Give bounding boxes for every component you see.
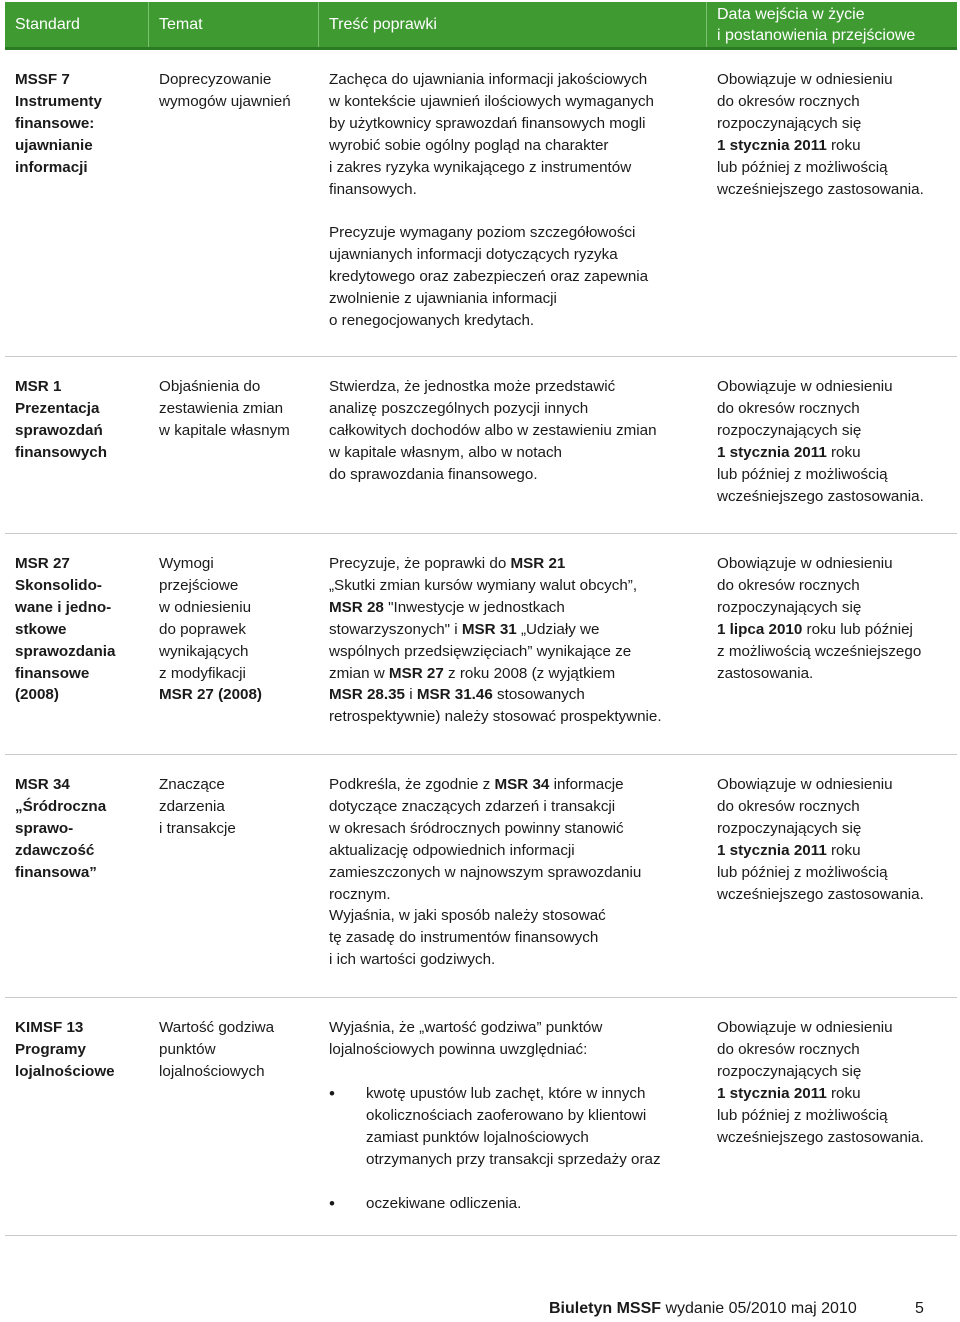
- standard-line: MSR 1: [15, 378, 62, 395]
- footer-edition: wydanie 05/2010 maj 2010: [661, 1300, 857, 1317]
- content-line: zwolnienie z ujawniania informacji: [329, 290, 557, 308]
- content-line: o renegocjowanych kredytach.: [329, 312, 535, 330]
- effective-cell: [707, 998, 957, 1235]
- standard-line: Instrumenty: [15, 92, 102, 110]
- topic-line: z modyfikacji: [159, 664, 246, 682]
- topic-cell: [149, 50, 319, 356]
- topic-line: Wartość godziwa: [159, 1019, 275, 1036]
- content-line: i zakres ryzyka wynikającego z instrumentów: [329, 158, 632, 176]
- content-line: rocznym.: [329, 885, 391, 903]
- effective-date-line: [717, 442, 957, 464]
- standard-line: finansowa”: [15, 863, 97, 881]
- standard-line: Skonsolido-: [15, 576, 102, 594]
- standard-cell: [5, 50, 149, 356]
- content-line: wspólnych przedsięwzięciach” wynikające ze: [329, 642, 632, 660]
- content-line: wyrobić sobie ogólny pogląd na charakter: [329, 136, 609, 154]
- content-line: [329, 553, 707, 575]
- effective-line: lub później z możliwością: [717, 465, 888, 483]
- topic-line: Objaśnienia do: [159, 378, 261, 395]
- standard-line: stkowe: [15, 620, 67, 638]
- content-line: i ich wartości godziwych.: [329, 951, 496, 969]
- standard-line: finansowe:: [15, 114, 95, 132]
- topic-line: w odniesieniu: [159, 598, 252, 616]
- footer-publication: Biuletyn MSSF: [549, 1300, 662, 1317]
- bullet-item: [329, 1083, 707, 1171]
- page-number: 5: [915, 1300, 924, 1317]
- standard-line: Programy: [15, 1040, 86, 1058]
- topic-line: Wymogi: [159, 555, 214, 572]
- effective-line: do okresów rocznych: [717, 399, 860, 417]
- effective-line: Obowiązuje w odniesieniu: [717, 71, 893, 88]
- content-cell: [319, 357, 707, 533]
- bullet-item: [329, 1193, 707, 1215]
- effective-line: rozpoczynających się: [717, 598, 862, 616]
- topic-line: Doprecyzowanie: [159, 71, 272, 88]
- content-line: całkowitych dochodów albo w zestawieniu zmian: [329, 421, 657, 439]
- document-page: [5, 2, 957, 1236]
- effective-date-line: [717, 840, 957, 862]
- effective-line: Obowiązuje w odniesieniu: [717, 1019, 893, 1036]
- bullet-line: otrzymanych przy transakcji sprzedaży oraz: [366, 1150, 661, 1168]
- content-line: finansowych.: [329, 180, 417, 198]
- content-line: [329, 619, 707, 641]
- standard-cell: [5, 755, 149, 997]
- standard-reference: MSR 31: [461, 620, 517, 638]
- effective-line: lub później z możliwością: [717, 863, 888, 881]
- bullet-line: • kwotę upustów lub zachęt, które w innych: [366, 1084, 646, 1102]
- effective-line: do okresów rocznych: [717, 1040, 860, 1058]
- topic-line: zestawienia zmian: [159, 399, 284, 417]
- standard-reference: MSR 27: [388, 664, 444, 682]
- content-line: w kapitale własnym, albo w notach: [329, 443, 562, 461]
- content-line: retrospektywnie) należy stosować prospektywnie.: [329, 708, 662, 726]
- standard-line: Prezentacja: [15, 399, 100, 417]
- content-line: analizę poszczególnych pozycji innych: [329, 399, 589, 417]
- content-line: do sprawozdania finansowego.: [329, 465, 538, 483]
- content-text: z roku 2008 (z wyjątkiem: [443, 664, 616, 682]
- effective-line: wcześniejszego zastosowania.: [717, 180, 924, 198]
- effective-line: zastosowania.: [717, 664, 814, 682]
- header-topic: Temat: [149, 2, 319, 47]
- content-line: w kontekście ujawnień ilościowych wymaganych: [329, 92, 654, 110]
- effective-cell: [707, 50, 957, 356]
- effective-date: 1 stycznia 2011: [717, 136, 827, 154]
- bullet-line: okolicznościach zaoferowano by klientowi: [366, 1106, 647, 1124]
- standard-cell: [5, 998, 149, 1235]
- effective-line: Obowiązuje w odniesieniu: [717, 378, 893, 395]
- standard-line: „Śródroczna: [15, 797, 107, 815]
- effective-line: lub później z możliwością: [717, 158, 888, 176]
- bullet-list: [329, 1083, 707, 1216]
- bullet-line: • oczekiwane odliczenia.: [366, 1195, 522, 1213]
- effective-line: wcześniejszego zastosowania.: [717, 1128, 924, 1146]
- content-line: ujawnianych informacji dotyczących ryzyka: [329, 246, 618, 264]
- content-line: [329, 684, 707, 706]
- page-footer: [549, 1300, 924, 1318]
- content-line: tę zasadę do instrumentów finansowych: [329, 929, 599, 947]
- topic-cell: [149, 998, 319, 1235]
- content-text: i: [404, 686, 417, 704]
- content-line: w okresach śródrocznych powinny stanowić: [329, 819, 624, 837]
- content-text: "Inwestycje w jednostkach: [383, 598, 565, 616]
- effective-line: lub później z możliwością: [717, 1106, 888, 1124]
- topic-line: do poprawek: [159, 620, 246, 638]
- topic-line: wymogów ujawnień: [159, 92, 291, 110]
- standard-line: lojalnościowe: [15, 1062, 115, 1080]
- header-effective-line1: Data wejścia w życie: [717, 6, 865, 23]
- header-standard: Standard: [5, 2, 149, 47]
- effective-date-line: [717, 1083, 957, 1105]
- content-cell: [319, 50, 707, 356]
- topic-line: wynikających: [159, 642, 249, 660]
- table-row: [5, 755, 957, 998]
- topic-line: punktów: [159, 1040, 216, 1058]
- topic-line: MSR 27 (2008): [159, 686, 262, 704]
- standard-reference: MSR 31.46: [416, 686, 493, 704]
- content-cell: [319, 998, 707, 1235]
- standard-line: sprawo-: [15, 819, 74, 837]
- standard-line: finansowe: [15, 664, 90, 682]
- standard-line: ujawnianie: [15, 136, 93, 154]
- standard-line: MSR 34: [15, 776, 70, 793]
- topic-line: zdarzenia: [159, 797, 225, 815]
- effective-date: 1 lipca 2010: [717, 620, 803, 638]
- standard-line: wane i jedno-: [15, 598, 112, 616]
- topic-line: Znaczące: [159, 776, 225, 793]
- bullet-line: zamiast punktów lojalnościowych: [366, 1128, 589, 1146]
- effective-date-suffix: roku: [826, 841, 861, 859]
- content-line: Precyzuje wymagany poziom szczegółowości: [329, 224, 636, 242]
- content-text: Podkreśla, że zgodnie z: [329, 776, 495, 793]
- effective-date-suffix: roku: [826, 1084, 861, 1102]
- standard-line: MSSF 7: [15, 71, 70, 88]
- content-line: by użytkownicy sprawozdań finansowych mogli: [329, 114, 646, 132]
- topic-cell: [149, 755, 319, 997]
- content-paragraph: [329, 222, 707, 332]
- topic-cell: [149, 534, 319, 754]
- effective-date-line: [717, 135, 957, 157]
- effective-line: wcześniejszego zastosowania.: [717, 487, 924, 505]
- table-row: [5, 998, 957, 1236]
- topic-line: przejściowe: [159, 576, 239, 594]
- effective-date-suffix: roku: [826, 136, 861, 154]
- effective-line: rozpoczynających się: [717, 819, 862, 837]
- content-line: lojalnościowych powinna uwzględniać:: [329, 1040, 588, 1058]
- header-content: Treść poprawki: [319, 2, 707, 47]
- effective-cell: [707, 357, 957, 533]
- effective-cell: [707, 755, 957, 997]
- content-line: aktualizację odpowiednich informacji: [329, 841, 575, 859]
- effective-line: rozpoczynających się: [717, 114, 862, 132]
- topic-line: i transakcje: [159, 819, 236, 837]
- topic-cell: [149, 357, 319, 533]
- table-header: [5, 2, 957, 50]
- content-paragraph: [329, 69, 707, 200]
- standard-reference: MSR 34: [494, 776, 550, 793]
- content-text: zmian w: [329, 664, 389, 682]
- topic-line: w kapitale własnym: [159, 421, 290, 439]
- content-text: stowarzyszonych" i: [329, 620, 462, 638]
- standard-line: sprawozdań: [15, 421, 103, 439]
- header-effective-date: [707, 2, 957, 47]
- content-line: Wyjaśnia, w jaki sposób należy stosować: [329, 907, 606, 925]
- content-line: [329, 774, 707, 796]
- effective-line: do okresów rocznych: [717, 797, 860, 815]
- standard-cell: [5, 534, 149, 754]
- content-line: [329, 597, 707, 619]
- table-row: [5, 534, 957, 755]
- content-text: stosowanych: [492, 686, 585, 704]
- header-effective-line2: i postanowienia przejściowe: [717, 27, 916, 44]
- standard-line: zdawczość: [15, 841, 95, 859]
- standard-line: informacji: [15, 158, 88, 176]
- content-cell: [319, 534, 707, 754]
- standard-reference: MSR 28: [329, 598, 384, 616]
- effective-line: Obowiązuje w odniesieniu: [717, 555, 893, 572]
- effective-date: 1 stycznia 2011: [717, 841, 827, 859]
- standard-line: MSR 27: [15, 555, 70, 572]
- standard-line: finansowych: [15, 443, 107, 461]
- content-line: [329, 663, 707, 685]
- effective-line: rozpoczynających się: [717, 421, 862, 439]
- effective-date-suffix: roku: [826, 443, 861, 461]
- effective-line: do okresów rocznych: [717, 576, 860, 594]
- content-text: informacje: [549, 776, 624, 793]
- standard-reference: MSR 21: [510, 555, 566, 572]
- content-text: „Udziały we: [516, 620, 600, 638]
- content-text: Precyzuje, że poprawki do: [329, 555, 511, 572]
- content-line: zamieszczonych w najnowszym sprawozdaniu: [329, 863, 642, 881]
- effective-line: rozpoczynających się: [717, 1062, 862, 1080]
- effective-line: wcześniejszego zastosowania.: [717, 885, 924, 903]
- standard-reference: MSR 28.35: [329, 686, 405, 704]
- table-row: [5, 50, 957, 357]
- effective-date-line: [717, 619, 957, 641]
- standard-cell: [5, 357, 149, 533]
- table-row: [5, 357, 957, 534]
- content-line: „Skutki zmian kursów wymiany walut obcych”,: [329, 576, 638, 594]
- content-cell: [319, 755, 707, 997]
- content-line: Stwierdza, że jednostka może przedstawić: [329, 378, 616, 395]
- effective-date: 1 stycznia 2011: [717, 443, 827, 461]
- standard-line: (2008): [15, 686, 59, 704]
- content-line: dotyczące znaczących zdarzeń i transakcji: [329, 797, 616, 815]
- content-line: kredytowego oraz zabezpieczeń oraz zapewnia: [329, 268, 649, 286]
- standard-line: sprawozdania: [15, 642, 116, 660]
- content-line: Zachęca do ujawniania informacji jakościowych: [329, 71, 648, 88]
- effective-date-suffix: roku lub później: [802, 620, 913, 638]
- topic-line: lojalnościowych: [159, 1062, 265, 1080]
- effective-line: z możliwością wcześniejszego: [717, 642, 922, 660]
- content-line: Wyjaśnia, że „wartość godziwa” punktów: [329, 1019, 603, 1036]
- standard-line: KIMSF 13: [15, 1019, 84, 1036]
- effective-date: 1 stycznia 2011: [717, 1084, 827, 1102]
- effective-cell: [707, 534, 957, 754]
- effective-line: do okresów rocznych: [717, 92, 860, 110]
- effective-line: Obowiązuje w odniesieniu: [717, 776, 893, 793]
